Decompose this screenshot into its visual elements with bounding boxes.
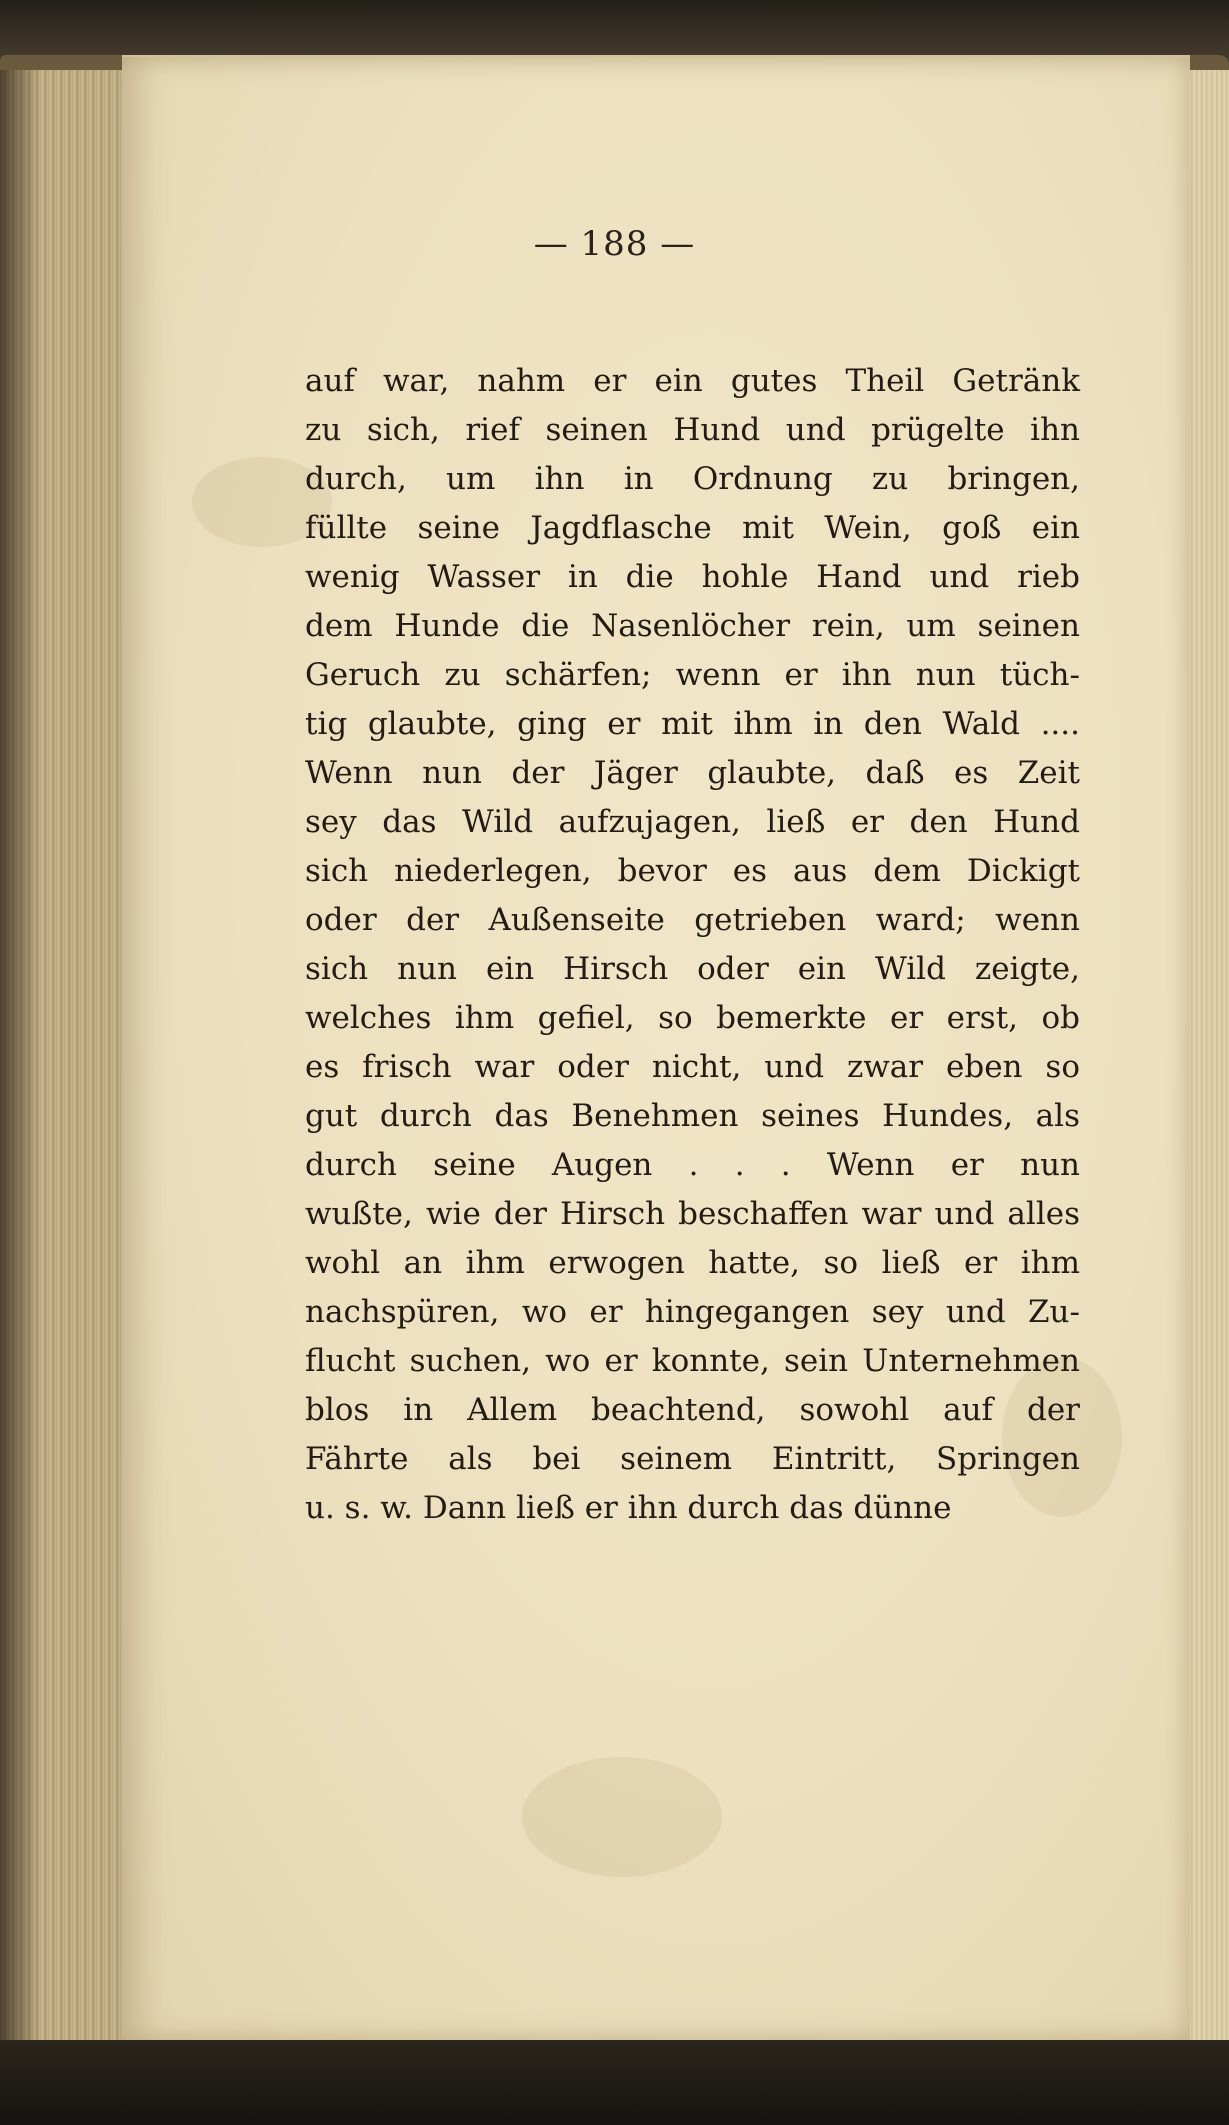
text-line: Wenn nun der Jäger glaubte, daß es Zeit xyxy=(305,755,1080,791)
text-line: Fährte als bei seinem Eintritt, Springen xyxy=(305,1441,1080,1477)
text-line: sich nun ein Hirsch oder ein Wild zeigte, xyxy=(305,951,1080,987)
text-line: Geruch zu schärfen; wenn er ihn nun tüch- xyxy=(305,657,1080,693)
text-line: auf war, nahm er ein gutes Theil Getränk xyxy=(305,363,1080,399)
text-line: wohl an ihm erwogen hatte, so ließ er ihm xyxy=(305,1245,1080,1281)
text-line: gut durch das Benehmen seines Hundes, als xyxy=(305,1098,1080,1134)
text-line: flucht suchen, wo er konnte, sein Unternehmen xyxy=(305,1343,1080,1379)
text-line: durch, um ihn in Ordnung zu bringen, xyxy=(305,461,1080,497)
text-line: wußte, wie der Hirsch beschaffen war und alles xyxy=(305,1196,1080,1232)
text-line: blos in Allem beachtend, sowohl auf der xyxy=(305,1392,1080,1428)
text-line: sich niederlegen, bevor es aus dem Dickigt xyxy=(305,853,1080,889)
body-text xyxy=(305,357,1080,1533)
book-bottom-edge xyxy=(0,2040,1229,2125)
left-binding-shadow xyxy=(0,70,40,2040)
paper-stain xyxy=(522,1757,722,1877)
text-line: wenig Wasser in die hohle Hand und rieb xyxy=(305,559,1080,595)
text-line: nachspüren, wo er hingegangen sey und Zu- xyxy=(305,1294,1080,1330)
page-number: — 188 — xyxy=(533,224,696,264)
text-line: füllte seine Jagdflasche mit Wein, goß ein xyxy=(305,510,1080,546)
text-line: sey das Wild aufzujagen, ließ er den Hund xyxy=(305,804,1080,840)
text-line: es frisch war oder nicht, und zwar eben so xyxy=(305,1049,1080,1085)
text-line: durch seine Augen . . . Wenn er nun xyxy=(305,1147,1080,1183)
text-line: welches ihm gefiel, so bemerkte er erst, ob xyxy=(305,1000,1080,1036)
text-line: u. s. w. Dann ließ er ihn durch das dünne xyxy=(305,1490,952,1526)
text-line: zu sich, rief seinen Hund und prügelte ihn xyxy=(305,412,1080,448)
text-line: oder der Außenseite getrieben ward; wenn xyxy=(305,902,1080,938)
text-line: tig glaubte, ging er mit ihm in den Wald .... xyxy=(305,706,1080,742)
text-line: dem Hunde die Nasenlöcher rein, um seinen xyxy=(305,608,1080,644)
